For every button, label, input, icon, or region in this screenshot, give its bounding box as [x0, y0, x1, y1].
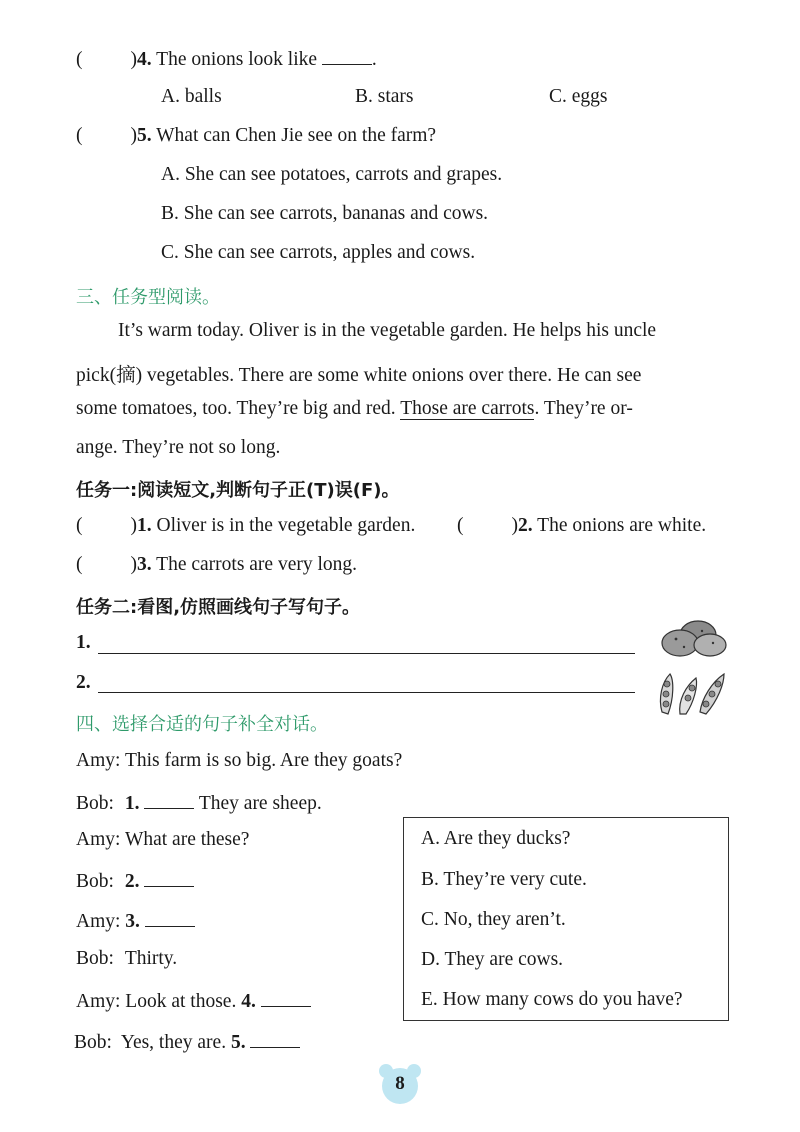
speaker-bob: Bob: — [76, 948, 114, 969]
section3-heading: 三、任务型阅读。 — [76, 287, 220, 308]
option-b: B. They’re very cute. — [421, 869, 587, 890]
dialogue-line-8: Bob: Yes, they are. 5. — [74, 1029, 300, 1054]
dialogue-blank-1[interactable] — [144, 790, 194, 809]
option-c: C. No, they aren’t. — [421, 909, 566, 930]
write-line-2[interactable] — [98, 692, 635, 693]
task1-q2: ( )2. The onions are white. — [457, 515, 707, 536]
dialogue-line-4: Bob: 2. — [76, 868, 194, 893]
dialogue-line-3: Amy: What are these? — [76, 829, 250, 850]
passage-line-4: ange. They’re not so long. — [76, 437, 281, 458]
q4-option-a: A. balls — [161, 86, 222, 107]
peas-image — [656, 668, 730, 718]
speaker-bob: Bob: — [76, 871, 114, 892]
option-d: D. They are cows. — [421, 949, 564, 970]
task1-heading: 任务一:阅读短文,判断句子正(T)误(F)。 — [76, 480, 400, 501]
q4-option-b: B. stars — [355, 86, 414, 107]
speaker-amy: Amy: — [76, 829, 121, 850]
dialogue-blank-2[interactable] — [144, 868, 194, 887]
page-number-badge — [377, 1062, 423, 1106]
q5-option-a: A. She can see potatoes, carrots and grapes. — [161, 164, 503, 185]
dialogue-line-1: Amy: This farm is so big. Are they goats? — [76, 750, 403, 771]
speaker-bob: Bob: — [76, 793, 114, 814]
speaker-bob: Bob: — [74, 1032, 112, 1053]
passage-line-2: pick(摘) vegetables. There are some white onions over there. He can see — [76, 365, 642, 386]
question-4: ( )4. The onions look like . — [76, 46, 377, 71]
passage-line-1: It’s warm today. Oliver is in the vegetable garden. He helps his uncle — [118, 320, 657, 341]
answer-paren-open: ( — [76, 49, 83, 70]
underlined-sentence: Those are carrots — [400, 398, 535, 419]
dialogue-line-2: Bob: 1. They are sheep. — [76, 790, 322, 815]
task2-heading: 任务二:看图,仿照画线句子写句子。 — [76, 597, 361, 618]
page-number: 8 — [395, 1073, 405, 1094]
write-line-1-num: 1. — [76, 632, 91, 653]
passage-line-3: some tomatoes, too. They’re big and red. Those are carrots. They’re or- — [76, 398, 633, 419]
q5-option-c: C. She can see carrots, apples and cows. — [161, 242, 476, 263]
fill-blank[interactable] — [322, 46, 372, 65]
section4-heading: 四、选择合适的句子补全对话。 — [76, 714, 328, 735]
option-e: E. How many cows do you have? — [421, 989, 683, 1010]
speaker-amy: Amy: — [76, 911, 121, 932]
dialogue-blank-3[interactable] — [145, 908, 195, 927]
dialogue-line-6: Bob: Thirty. — [76, 948, 178, 969]
write-line-2-num: 2. — [76, 672, 91, 693]
options-box — [403, 817, 729, 1021]
dialogue-blank-5[interactable] — [250, 1029, 300, 1048]
question-5: ( )5. What can Chen Jie see on the farm? — [76, 125, 437, 146]
task1-q1: ( )1. Oliver is in the vegetable garden. — [76, 515, 416, 536]
q5-option-b: B. She can see carrots, bananas and cows. — [161, 203, 489, 224]
option-a: A. Are they ducks? — [421, 828, 571, 849]
write-line-1[interactable] — [98, 653, 635, 654]
task1-q3: ( )3. The carrots are very long. — [76, 554, 358, 575]
speaker-amy: Amy: — [76, 991, 121, 1012]
dialogue-line-7: Amy: Look at those. 4. — [76, 988, 311, 1013]
dialogue-blank-4[interactable] — [261, 988, 311, 1007]
speaker-amy: Amy: — [76, 750, 121, 771]
q4-option-c: C. eggs — [549, 86, 608, 107]
potatoes-image — [658, 615, 730, 661]
dialogue-line-5: Amy: 3. — [76, 908, 195, 933]
